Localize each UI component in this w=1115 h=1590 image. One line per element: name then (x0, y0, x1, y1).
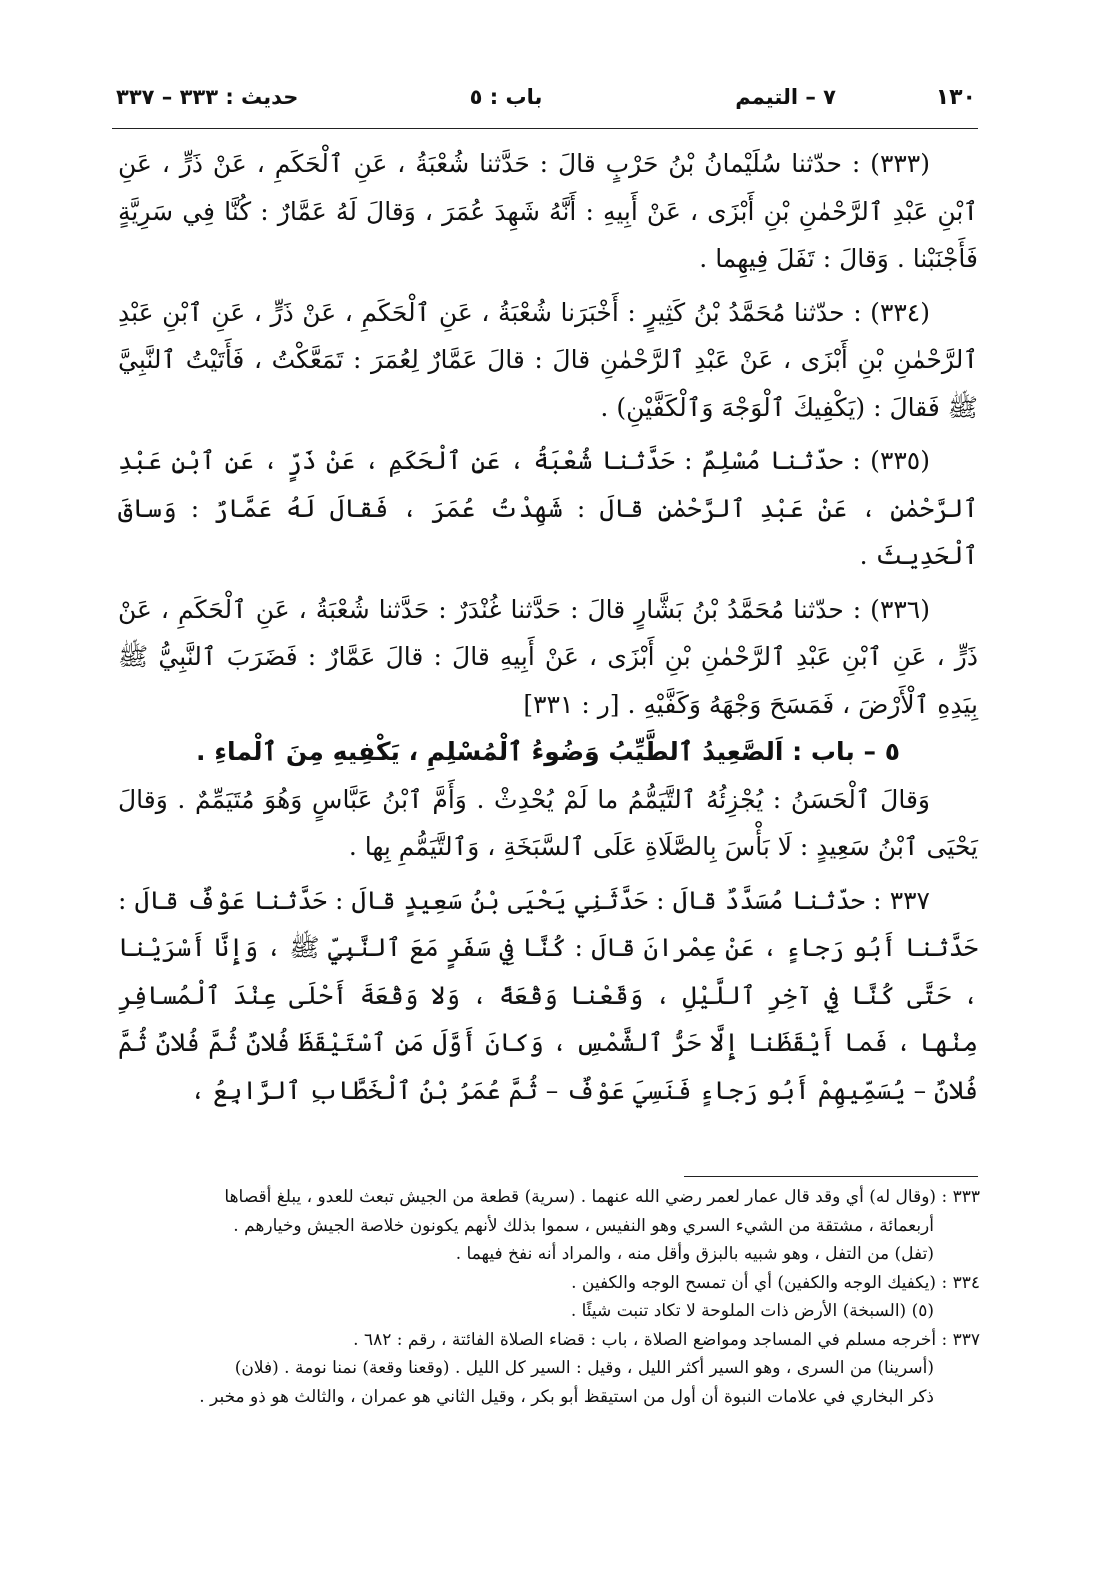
main-text (118, 140, 978, 1114)
bab-number: باب : ٥ (469, 85, 543, 109)
hadith-337: ٣٣٧ : حدّثنا مُسَدَّدٌ قالَ : حَدَّثَنِي يَحْيَى بْنُ سَعِيدٍ قالَ : حَدَّثنا عَوْفٌ قالَ : حَدَّثنا أَبُو رَجاءٍ ، عَنْ عِمْرانَ قالَ : كُنَّا فِي سَفَرٍ مَعَ ٱلنَّبِيِّ ﷺ ، وَإِنَّا أَسْرَيْنا ، حَتَّى كُنَّا فِي آخِرِ ٱللَّيْلِ ، وَقَعْنا وَقْعَةً ، وَلا وَقْعَةَ أَحْلَى عِنْدَ ٱلْمُسافِرِ مِنْها ، فَما أَيْقَظَنا إِلَّا حَرُّ ٱلشَّمْسِ ، وَكانَ أَوَّلَ مَنِ ٱسْتَيْقَظَ فُلانٌ ثُمَّ فُلانٌ ثُمَّ فُلانٌ – يُسَمِّيهِمْ أَبُو رَجاءٍ فَنَسِيَ عَوْفٌ – ثُمَّ عُمَرُ بْنُ ٱلْخَطَّابِ ٱلرَّابِعُ ، (118, 885, 978, 1105)
footnote-line: ٣٣٤ : (يكفيك الوجه والكفين) أي أن تمسح الوجه والكفين . (571, 1272, 980, 1293)
page-number: ١٣٠ (935, 84, 976, 110)
hadith-335: (٣٣٥) : حدّثنا مُسْلِمٌ : حَدَّثنا شُعْبَةُ ، عَنِ ٱلْحَكَمِ ، عَنْ ذَرٍّ ، عَنِ ٱبْنِ عَبْدِ ٱلرَّحْمٰنِ ، عَنْ عَبْدِ ٱلرَّحْمٰنِ قالَ : شَهِدْتُ عُمَرَ ، فَقالَ لَهُ عَمَّارٌ : وَساقَ ٱلْحَدِيثَ . (118, 446, 978, 570)
commentary-hasan: وَقالَ ٱلْحَسَنُ : يُجْزِئُهُ ٱلتَّيَمُّمُ ما لَمْ يُحْدِثْ . وَأَمَّ ٱبْنُ عَبَّاسٍ وَهُوَ مُتَيَمِّمٌ . وَقالَ يَحْيَى ٱبْنُ سَعِيدٍ : لَا بَأْسَ بِالصَّلَاةِ عَلَى ٱلسَّبَخَةِ ، وَٱلتَّيَمُّمِ بِها . (118, 784, 978, 861)
footnote-line: ٣٣٣ : (وقال له) أي وقد قال عمار لعمر رضي الله عنهما . (سرية) قطعة من الجيش تبعث للعدو ، يبلغ أقصاها (224, 1187, 980, 1207)
footnote-line: (تفل) من التفل ، وهو شبيه بالبزق وأقل منه ، والمراد أنه نفخ فيهما . (455, 1244, 934, 1264)
footnote-line: (٥) (السبخة) الأرض ذات الملوحة لا تكاد تنبت شيئًا . (570, 1301, 934, 1321)
footnote-line: ذكر البخاري في علامات النبوة أن أول من استيقظ أبو بكر ، وقيل الثاني هو عمران ، والثالث هو ذو مخبر . (199, 1386, 934, 1407)
hadith-336: (٣٣٦) : حدّثنا مُحَمَّدُ بْنُ بَشَّارٍ قالَ : حَدَّثنا غُنْدَرٌ : حَدَّثنا شُعْبَةُ ، عَنِ ٱلْحَكَمِ ، عَنْ ذَرٍّ ، عَنِ ٱبْنِ عَبْدِ ٱلرَّحْمٰنِ بْنِ أَبْزَى ، عَنْ أَبِيهِ قالَ : قالَ عَمَّارٌ : فَضَرَبَ ٱلنَّبِيُّ ﷺ بِيَدِهِ ٱلْأَرْضَ ، فَمَسَحَ وَجْهَهُ وَكَفَّيْهِ . [ر : ٣٣١] (118, 594, 978, 719)
hadith-range: حديث : ٣٣٣ – ٣٣٧ (116, 85, 299, 109)
hadith-334: (٣٣٤) : حدّثنا مُحَمَّدُ بْنُ كَثِيرٍ : أَخْبَرَنا شُعْبَةُ ، عَنِ ٱلْحَكَمِ ، عَنْ ذَرٍّ ، عَنِ ٱبْنِ عَبْدِ ٱلرَّحْمٰنِ بْنِ أَبْزَى ، عَنْ عَبْدِ ٱلرَّحْمٰنِ قالَ : قالَ عَمَّارٌ لِعُمَرَ : تَمَعَّكْتُ ، فَأَتَيْتُ ٱلنَّبِيَّ ﷺ فَقالَ : (يَكْفِيكَ ٱلْوَجْهَ وَٱلْكَفَّيْنِ) . (118, 297, 978, 422)
chapter-title: ٧ – التيمم (735, 85, 836, 109)
footnote-divider (684, 1176, 978, 1177)
footnotes (118, 1183, 980, 1411)
hadith-333: (٣٣٣) : حدّثنا سُلَيْمانُ بْنُ حَرْبٍ قالَ : حَدَّثنا شُعْبَةُ ، عَنِ ٱلْحَكَمِ ، عَنْ ذَرٍّ ، عَنِ ٱبْنِ عَبْدِ ٱلرَّحْمٰنِ بْنِ أَبْزَى ، عَنْ أَبِيهِ : أَنَّهُ شَهِدَ عُمَرَ ، وَقالَ لَهُ عَمَّارٌ : كُنَّا فِي سَرِيَّةٍ فَأَجْنَبْنا . وَقالَ : تَفَلَ فِيهِما . (118, 149, 978, 273)
footnote-line: ٣٣٧ : أخرجه مسلم في المساجد ومواضع الصلاة ، باب : قضاء الصلاة الفائتة ، رقم : ٦٨٢ . (353, 1329, 980, 1350)
page-header (116, 74, 976, 120)
header-divider (112, 128, 978, 129)
section-heading: ٥ – باب : اَلصَّعِيدُ ٱلطَّيِّبُ وَضُوءُ ٱلْمُسْلِمِ ، يَكْفِيهِ مِنَ ٱلْماءِ . (196, 737, 900, 766)
footnote-line: أربعمائة ، مشتقة من الشيء السري وهو النفيس ، سموا بذلك لأنهم يكونون خلاصة الجيش وخيارهم . (233, 1215, 934, 1236)
footnote-line: (أسرينا) من السرى ، وهو السير أكثر الليل ، وقيل : السير كل الليل . (وقعنا وقعة) نمنا نومة . (فلان) (234, 1358, 934, 1378)
